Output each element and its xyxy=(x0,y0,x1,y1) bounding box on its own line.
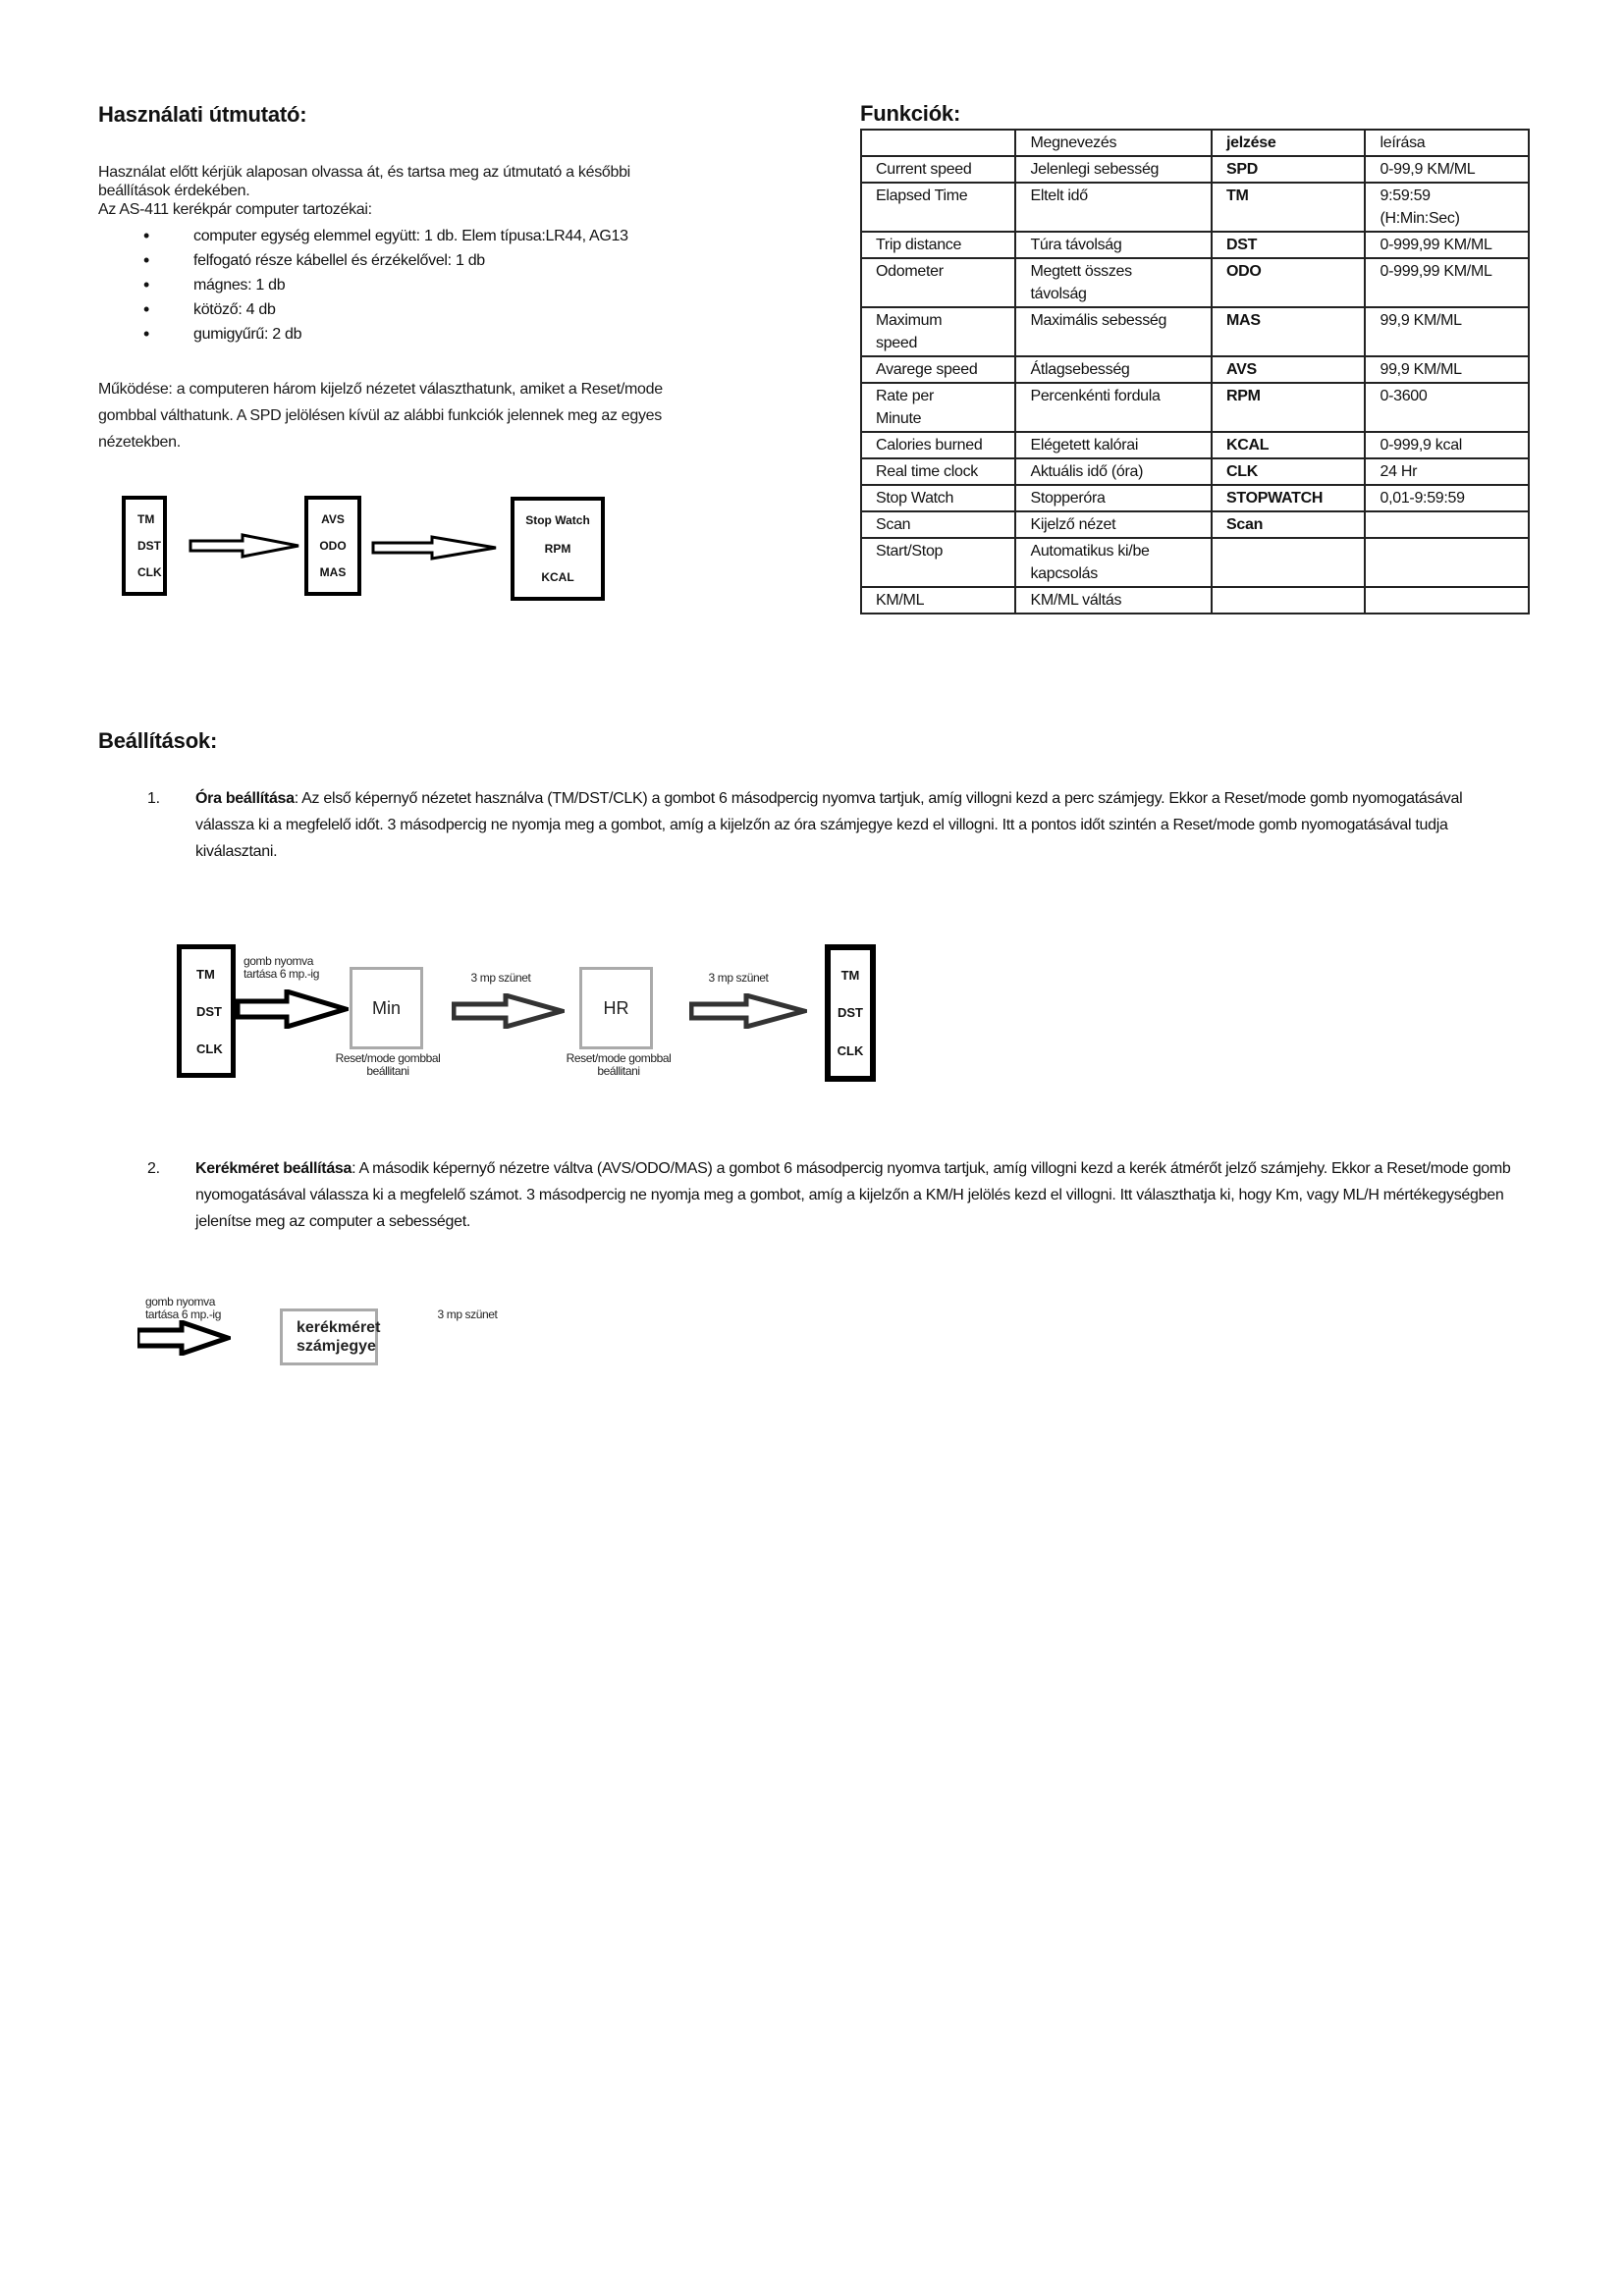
arrow-icon xyxy=(236,989,349,1029)
table-row xyxy=(861,183,1529,232)
cell: 0-999,99 KM/ML xyxy=(1365,232,1529,258)
clock-end-box xyxy=(825,944,876,1082)
table-row xyxy=(861,258,1529,307)
accessories-heading: Az AS-411 kerékpár computer tartozékai: xyxy=(98,201,372,218)
view2-box xyxy=(304,496,361,596)
cell: Trip distance xyxy=(861,232,1015,258)
table-header-row xyxy=(861,130,1529,156)
table-row xyxy=(861,485,1529,511)
cell: Elapsed Time xyxy=(861,183,1015,232)
header-cell: Megnevezés xyxy=(1015,130,1212,156)
cell: Maximális sebesség xyxy=(1015,307,1212,356)
header-cell: jelzése xyxy=(1212,130,1365,156)
view-label: CLK xyxy=(137,565,162,580)
arrow-icon xyxy=(344,1323,432,1355)
min-box: Min xyxy=(350,967,423,1049)
functions-title: Funkciók: xyxy=(860,101,961,126)
item-heading: Óra beállítása xyxy=(195,790,295,807)
hr-box: HR xyxy=(579,967,653,1049)
cell: Odometer xyxy=(861,258,1015,307)
cell: Elégetett kalórai xyxy=(1015,432,1212,458)
view-label: TM xyxy=(196,966,215,982)
operation-line-2: gombbal válthatunk. A SPD jelölésen kívül az alábbi funkciók jelennek meg az egyes xyxy=(98,407,662,424)
cell: 24 Hr xyxy=(1365,458,1529,485)
cell: ODO xyxy=(1212,258,1365,307)
view-label: TM xyxy=(840,967,860,983)
cell: 0,01-9:59:59 xyxy=(1365,485,1529,511)
table-row xyxy=(861,156,1529,183)
hold-label: gomb nyomva tartása 6 mp.-ig xyxy=(145,1295,221,1321)
arrow-icon xyxy=(189,533,301,561)
cell: Aktuális idő (óra) xyxy=(1015,458,1212,485)
cell: 99,9 KM/ML xyxy=(1365,356,1529,383)
cell: Megtett összes távolság xyxy=(1015,258,1212,307)
clock-start-box xyxy=(177,944,236,1078)
spacer-icon xyxy=(344,1323,345,1324)
guide-title: Használati útmutató: xyxy=(98,102,307,127)
cell: 0-99,9 KM/ML xyxy=(1365,156,1529,183)
item-heading: Kerékméret beállítása xyxy=(195,1160,352,1177)
item-number: 1. xyxy=(147,790,160,807)
view-label: DST xyxy=(838,1005,863,1021)
cell xyxy=(1365,511,1529,538)
view-label: Stop Watch xyxy=(525,513,590,528)
view-label: TM xyxy=(137,511,155,526)
cell: 0-999,9 kcal xyxy=(1365,432,1529,458)
cell: Maximum speed xyxy=(861,307,1015,356)
accessory-item: • kötöző: 4 db xyxy=(98,297,785,322)
cell: Scan xyxy=(861,511,1015,538)
view-label: CLK xyxy=(196,1041,223,1056)
functions-table xyxy=(860,129,1530,614)
operation-paragraph xyxy=(98,376,805,455)
cell: KM/ML xyxy=(861,587,1015,614)
cell: Percenkénti fordula xyxy=(1015,383,1212,432)
hold-label: gomb nyomva tartása 6 mp.-ig xyxy=(244,954,319,981)
operation-line-1: Működése: a computeren három kijelző nézetet választhatunk, amiket a Reset/mode xyxy=(98,381,663,398)
reset-label: Reset/mode gombbal beállitani xyxy=(335,1051,441,1078)
accessory-item: • mágnes: 1 db xyxy=(98,273,785,297)
view-label: AVS xyxy=(321,511,345,526)
cell: Automatikus ki/be kapcsolás xyxy=(1015,538,1212,587)
arrow-icon xyxy=(452,993,565,1029)
cell xyxy=(1365,587,1529,614)
table-row xyxy=(861,432,1529,458)
table-row xyxy=(861,356,1529,383)
pause-label: 3 mp szünet xyxy=(708,971,769,985)
cell: Current speed xyxy=(861,156,1015,183)
operation-line-3: nézetekben. xyxy=(98,434,181,451)
view-label: ODO xyxy=(319,538,347,553)
guide-intro xyxy=(98,163,785,219)
settings-title: Beállítások: xyxy=(98,728,218,753)
cell: 99,9 KM/ML xyxy=(1365,307,1529,356)
table-row xyxy=(861,587,1529,614)
cell: 0-3600 xyxy=(1365,383,1529,432)
view-label: MAS xyxy=(319,565,347,580)
cell xyxy=(1212,538,1365,587)
cell: TM xyxy=(1212,183,1365,232)
cell: RPM xyxy=(1212,383,1365,432)
table-row xyxy=(861,511,1529,538)
header-cell: leírása xyxy=(1365,130,1529,156)
cell: 9:59:59 (H:Min:Sec) xyxy=(1365,183,1529,232)
intro-line-1: Használat előtt kérjük alaposan olvassa át, és tartsa meg az útmutató a későbbi xyxy=(98,164,630,181)
pause-label: 3 mp szünet xyxy=(470,971,531,985)
accessory-item: • felfogató része kábellel és érzékelővel: 1 db xyxy=(98,248,785,273)
cell: MAS xyxy=(1212,307,1365,356)
wheel-size-box: kerékméret számjegye xyxy=(280,1308,378,1365)
cell: KM/ML váltás xyxy=(1015,587,1212,614)
view-label: DST xyxy=(196,1003,222,1019)
cell: STOPWATCH xyxy=(1212,485,1365,511)
arrow-icon xyxy=(137,1320,231,1356)
reset-label: Reset/mode gombbal beállitani xyxy=(566,1051,672,1078)
table-row xyxy=(861,307,1529,356)
cell xyxy=(1212,587,1365,614)
cell: Scan xyxy=(1212,511,1365,538)
cell: Start/Stop xyxy=(861,538,1015,587)
cell: Jelenlegi sebesség xyxy=(1015,156,1212,183)
view3-box xyxy=(511,497,605,601)
item-body: : A második képernyő nézetre váltva (AVS/ODO/MAS) a gombot 6 másodpercig nyomva tartjuk, amíg villogni kezd a kerék átmérőt jelző számjehy. Ekkor a Reset/mode gomb nyomogatásával válassza ki a megfelelő számot. 3 másodpercig ne nyomja meg a gombot, amíg a kijelzőn a KM/H jelölés kezd el villogni. Itt választhatja ki, hogy Km, vagy ML/H mértékegységben jelenítse meg az computer a sebességet. xyxy=(195,1160,1511,1230)
cell: Túra távolság xyxy=(1015,232,1212,258)
intro-line-2: beállítások érdekében. xyxy=(98,183,250,199)
settings-item-1 xyxy=(147,785,1522,865)
cell: Stop Watch xyxy=(861,485,1015,511)
cell: AVS xyxy=(1212,356,1365,383)
view-label: CLK xyxy=(837,1043,864,1059)
view-label: DST xyxy=(137,538,161,553)
item-text xyxy=(195,785,1522,865)
settings-item-2 xyxy=(147,1155,1522,1235)
header-cell xyxy=(861,130,1015,156)
arrow-icon xyxy=(689,993,807,1029)
pause-label: 3 mp szünet xyxy=(437,1308,498,1321)
cell: CLK xyxy=(1212,458,1365,485)
cell: Kijelző nézet xyxy=(1015,511,1212,538)
item-number: 2. xyxy=(147,1160,160,1177)
cell xyxy=(1365,538,1529,587)
cell: Átlagsebesség xyxy=(1015,356,1212,383)
cell: Calories burned xyxy=(861,432,1015,458)
accessory-item: • computer egység elemmel együtt: 1 db. Elem típusa:LR44, AG13 xyxy=(98,224,785,248)
cell: 0-999,99 KM/ML xyxy=(1365,258,1529,307)
table-row xyxy=(861,232,1529,258)
arrow-icon xyxy=(371,535,499,562)
item-text xyxy=(195,1155,1522,1235)
cell: Rate per Minute xyxy=(861,383,1015,432)
cell: DST xyxy=(1212,232,1365,258)
view-label: KCAL xyxy=(541,569,574,584)
cell: Real time clock xyxy=(861,458,1015,485)
cell: Stopperóra xyxy=(1015,485,1212,511)
table-row xyxy=(861,538,1529,587)
cell: KCAL xyxy=(1212,432,1365,458)
table-row xyxy=(861,458,1529,485)
accessory-item: • gumigyűrű: 2 db xyxy=(98,322,785,347)
view-label: RPM xyxy=(544,541,571,556)
accessories-list xyxy=(98,224,785,347)
item-body: : Az első képernyő nézetet használva (TM/DST/CLK) a gombot 6 másodpercig nyomva tartjuk, amíg villogni kezd a perc számjegy. Ekkor a Reset/mode gomb nyomogatásával válassza ki a megfelelő időt. 3 másodpercig ne nyomja meg a gombot, amíg a kijelzőn az óra számjegye kezd el villogni. Itt a pontos időt szintén a Reset/mode gomb nyomogatásával tudja kiválasztani. xyxy=(195,790,1463,860)
view1-box xyxy=(122,496,167,596)
cell: Eltelt idő xyxy=(1015,183,1212,232)
cell: SPD xyxy=(1212,156,1365,183)
cell: Avarege speed xyxy=(861,356,1015,383)
table-row xyxy=(861,383,1529,432)
